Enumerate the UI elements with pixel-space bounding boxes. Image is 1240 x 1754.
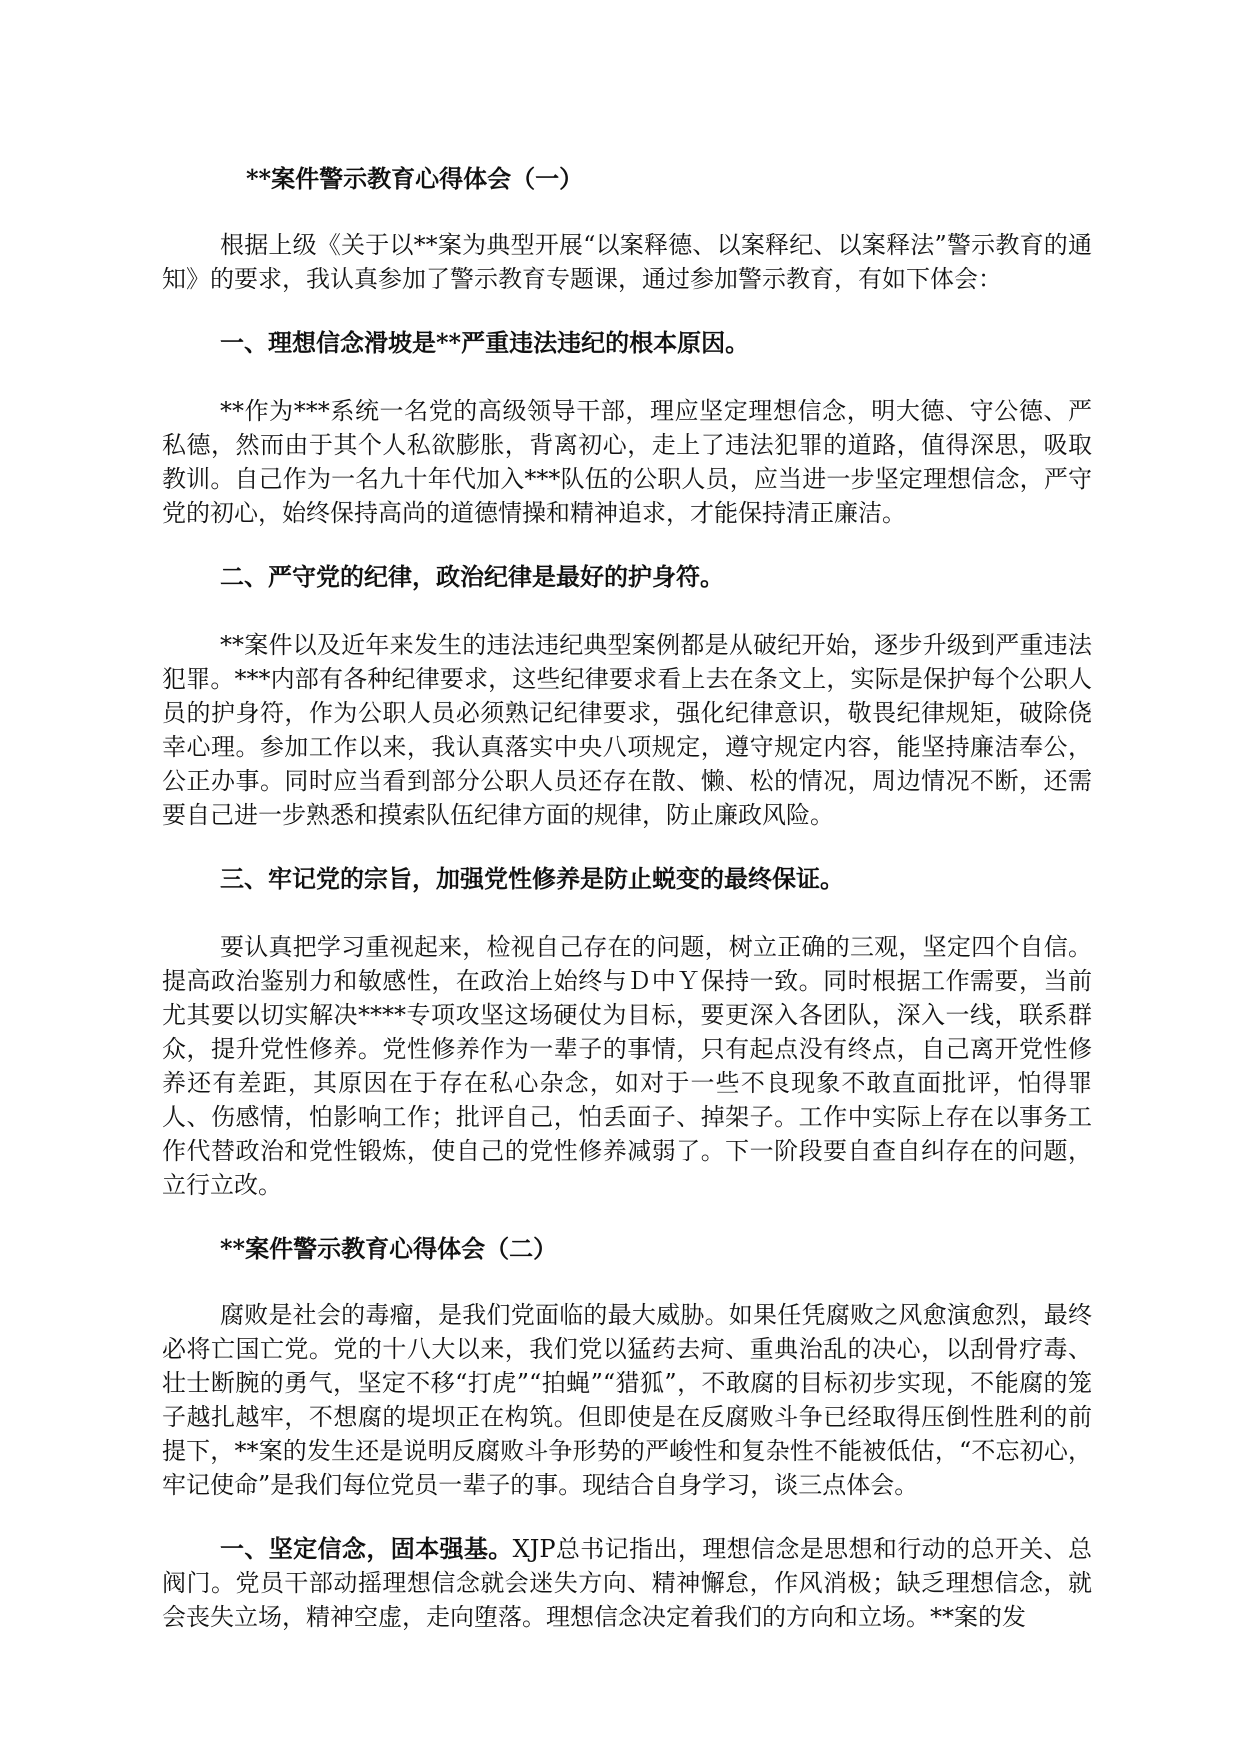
paragraph-5-lead: 一、坚定信念，固本强基。 — [220, 1534, 513, 1563]
document-body — [162, 162, 1092, 1664]
document-title-2: **案件警示教育心得体会（二） — [220, 1234, 558, 1263]
paragraph-5-text: XJP总书记指出，理想信念是思想和行动的总开关、总阀门。党员干部动摇理想信念就会迷失方向、精神懈怠，作风消极；缺乏理想信念，就会丧失立场，精神空虚，走向堕落。理想信念决定着我们的方向和立场。**案的发 — [162, 1535, 1092, 1631]
section-paragraph-2: **案件以及近年来发生的违法违纪典型案例都是从破纪开始，逐步升级到严重违法犯罪。***内部有各种纪律要求，这些纪律要求看上去在条文上，实际是保护每个公职人员的护身符，作为公职人员必须熟记纪律要求，强化纪律意识，敬畏纪律规矩，破除侥幸心理。参加工作以来，我认真落实中央八项规定，遵守规定内容，能坚持廉洁奉公，公正办事。同时应当看到部分公职人员还存在散、懒、松的情况，周边情况不断，还需要自己进一步熟悉和摸索队伍纪律方面的规律，防止廉政风险。 — [162, 631, 1092, 829]
intro-paragraph: 根据上级《关于以**案为典型开展“以案释德、以案释纪、以案释法”警示教育的通知》的要求，我认真参加了警示教育专题课，通过参加警示教育，有如下体会： — [162, 231, 1092, 293]
section-heading-1: 一、理想信念滑坡是**严重违法违纪的根本原因。 — [220, 328, 750, 357]
section-heading-2: 二、严守党的纪律，政治纪律是最好的护身符。 — [220, 562, 724, 591]
section-paragraph-5 — [162, 1532, 1092, 1634]
section-heading-3: 三、牢记党的宗旨，加强党性修养是防止蜕变的最终保证。 — [220, 864, 844, 893]
section-paragraph-3: 要认真把学习重视起来，检视自己存在的问题，树立正确的三观，坚定四个自信。提高政治鉴别力和敏感性，在政治上始终与Ｄ中Ｙ保持一致。同时根据工作需要，当前尤其要以切实解决****专项攻坚这场硬仗为目标，要更深入各团队，深入一线，联系群众，提升党性修养。党性修养作为一辈子的事情，只有起点没有终点，自己离开党性修养还有差距，其原因在于存在私心杂念，如对于一些不良现象不敢直面批评，怕得罪人、伤感情，怕影响工作；批评自己，怕丢面子、掉架子。工作中实际上存在以事务工作代替政治和党性锻炼，使自己的党性修养减弱了。下一阶段要自查自纠存在的问题，立行立改。 — [162, 933, 1092, 1199]
section-paragraph-1: **作为***系统一名党的高级领导干部，理应坚定理想信念，明大德、守公德、严私德，然而由于其个人私欲膨胀，背离初心，走上了违法犯罪的道路，值得深思，吸取教训。自己作为一名九十年代加入***队伍的公职人员，应当进一步坚定理想信念，严守党的初心，始终保持高尚的道德情操和精神追求，才能保持清正廉洁。 — [162, 397, 1092, 527]
section-paragraph-4: 腐败是社会的毒瘤，是我们党面临的最大威胁。如果任凭腐败之风愈演愈烈，最终必将亡国亡党。党的十八大以来，我们党以猛药去疴、重典治乱的决心，以刮骨疗毒、壮士断腕的勇气，坚定不移“打虎”“拍蝇”“猎狐”，不敢腐的目标初步实现，不能腐的笼子越扎越牢，不想腐的堤坝正在构筑。但即使是在反腐败斗争已经取得压倒性胜利的前提下，**案的发生还是说明反腐败斗争形势的严峻性和复杂性不能被低估，“不忘初心，牢记使命”是我们每位党员一辈子的事。现结合自身学习，谈三点体会。 — [162, 1301, 1092, 1499]
document-title-1: **案件警示教育心得体会（一） — [246, 164, 584, 193]
